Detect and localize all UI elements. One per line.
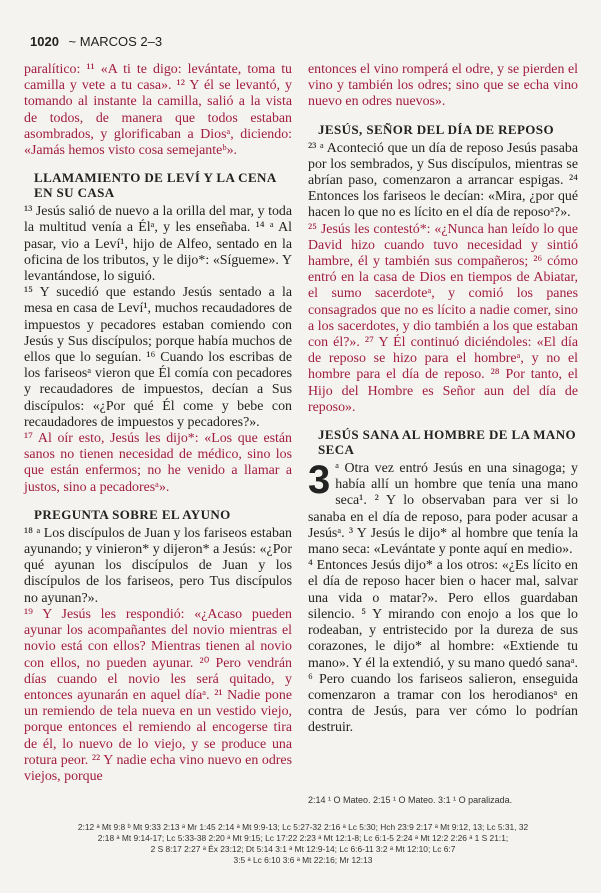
verse-paragraph: ²⁵ Jesús les contestó*: «¿Nunca han leído lo que David hizo cuando tuvo necesidad y sintió hambre, él y también sus compañeros; ²⁶ cómo entró en la casa de Dios en tiempos de Abiatar, el sumo sacerdoteᵃ, y comió los panes consagrados que no es lícito a nadie comer, sino a los sacerdotes, y dio también a los que estaban con él?». ²⁷ Y Él continuó diciéndoles: «El día de reposo se hizo para el hombreᵃ, y no el hombre para el día de reposo. ²⁸ Por tanto, el Hijo del Hombre es Señor aun del día de reposo». — [308, 221, 578, 415]
left-column — [24, 62, 292, 785]
verse-paragraph: ¹⁷ Al oír esto, Jesús les dijo*: «Los que están sanos no tienen necesidad de médico, sino los que están enfermos; no he venido a llamar a justos, sino a pecadoresᵃ». — [24, 431, 292, 495]
verse-paragraph: ¹⁵ Y sucedió que estando Jesús sentado a la mesa en casa de Leví¹, muchos recaudadores de impuestos y pecadores estaban comiendo con Jesús y Sus discípulos; porque había muchos de ellos que lo seguían. ¹⁶ Cuando los escribas de los fariseosᵃ vieron que Él comía con pecadores y recaudadores de impuestos, decían a Sus discípulos: «¿Por qué Él come y bebe con recaudadores de impuestos y pecadores?». — [24, 285, 292, 430]
page-header — [30, 34, 162, 49]
footnotes: 2:14 ¹ O Mateo. 2:15 ¹ O Mateo. 3:1 ¹ O paralizada. — [308, 795, 513, 805]
header-separator: ~ — [68, 34, 77, 49]
chapter-number: 3 — [308, 458, 331, 503]
verse-paragraph: ¹³ Jesús salió de nuevo a la orilla del mar, y toda la multitud venía a Élᵃ, y les enseñaba. ¹⁴ ᵃ Al pasar, vio a Leví¹, hijo de Alfeo, sentado en la oficina de los tributos, y le dijo*: «Sígueme». Y levantándose, lo siguió. — [24, 204, 292, 285]
right-column — [308, 62, 578, 737]
page-number: 1020 — [30, 34, 59, 49]
cross-references — [38, 822, 568, 866]
verse-paragraph — [308, 458, 578, 558]
section-heading: PREGUNTA SOBRE EL AYUNO — [34, 506, 231, 522]
section-heading: LLAMAMIENTO DE LEVÍ Y LA CENA EN SU CASA — [34, 170, 276, 201]
verse-text: ᵃ Otra vez entró Jesús en una sinagoga; y había allí un hombre que tenía una mano seca¹. ² Y lo observaban para ver si lo sanaba en el día de reposo, para poder acusar a Jesúsᵃ. ³ Y Jesús le dijo* al hombre que tenía la mano seca: «Levántate y ponte aquí en medio». — [308, 461, 578, 558]
verse-paragraph: ²³ ᵃ Aconteció que un día de reposo Jesús pasaba por los sembrados, y Sus discípulos, mientras se abrían paso, comenzaron a arrancar espigas. ²⁴ Entonces los fariseos le decían: «Mira, ¿por qué hacen lo que no es lícito en el día de reposoᵃ?». — [308, 140, 578, 221]
verse-paragraph: entonces el vino romperá el odre, y se pierden el vino y también los odres; sino que se echa vino nuevo en odres nuevos». — [308, 62, 578, 110]
verse-paragraph: ¹⁹ Y Jesús les respondió: «¿Acaso pueden ayunar los acompañantes del novio mientras el novio está con ellos? Mientras tienen al novio con ellos, no pueden ayunar. ²⁰ Pero vendrán días cuando el novio les será quitado, y entonces ayunarán en aquel díaᵃ. ²¹ Nadie pone un remiendo de tela nueva en un vestido viejo, porque entonces el remiendo al encogerse tira de él, lo nuevo de lo viejo, y se produce una rotura peor. ²² Y nadie echa vino nuevo en odres viejos, porque — [24, 606, 292, 784]
section-heading: JESÚS SANA AL HOMBRE DE LA MANO SECA — [318, 427, 577, 458]
section-heading: JESÚS, SEÑOR DEL DÍA DE REPOSO — [318, 121, 554, 137]
chapter-reference: MARCOS 2–3 — [79, 34, 163, 49]
crossref-line: 2 S 8:17 2:27 ᵃ Éx 23:12; Dt 5:14 3:1 ᵃ Mt 12:9-14; Lc 6:6-11 3:2 ᵃ Mt 12:10; Lc 6:7 — [150, 844, 456, 854]
verse-paragraph: paralítico: ¹¹ «A ti te digo: levántate, toma tu camilla y vete a tu casa». ¹² Y él se levantó, y tomando al instante la camilla, salió a la vista de todos, de manera que todos estaban asombrados, y glorificaban a Diosᵃ, diciendo: «Jamás hemos visto cosa semejanteᵇ». — [24, 62, 292, 159]
verse-paragraph: ⁴ Entonces Jesús dijo* a los otros: «¿Es lícito en el día de reposo hacer bien o hacer mal, salvar una vida o matar?». Pero ellos guardaban silencio. ⁵ Y mirando con enojo a los que lo rodeaban, y entristecido por la dureza de sus corazones, le dijo* al hombre: «Extiende tu mano». Y él la extendió, y su mano quedó sanaᵃ. ⁶ Pero cuando los fariseos salieron, enseguida comenzaron a tramar con los herodianosᵃ en contra de Jesús, para ver cómo lo podrían destruir. — [308, 558, 578, 736]
verse-paragraph: ¹⁸ ᵃ Los discípulos de Juan y los fariseos estaban ayunando; y vinieron* y dijeron* a Jesús: «¿Por qué ayunan los discípulos de Juan y los discípulos de los fariseos, pero Tus discípulos no ayunan?». — [24, 525, 292, 606]
crossref-line: 3:5 ᵃ Lc 6:10 3:6 ᵃ Mt 22:16; Mr 12:13 — [233, 855, 373, 865]
crossref-line: 2:18 ᵃ Mt 9:14-17; Lc 5:33-38 2:20 ᵃ Mt 9:15; Lc 17:22 2:23 ᵃ Mt 12:1-8; Lc 6:1-5 2:24 ᵃ Mt 12:2 2:26 ᵃ 1 S 21:1; — [97, 833, 509, 843]
crossref-line: 2:12 ᵃ Mt 9:8 ᵇ Mt 9:33 2:13 ᵃ Mr 1:45 2:14 ᵃ Mt 9:9-13; Lc 5:27-32 2:16 ᵃ Lc 5:30; Hch 23:9 2:17 ᵃ Mt 9:12, 13; Lc 5:31, 32 — [77, 822, 529, 832]
